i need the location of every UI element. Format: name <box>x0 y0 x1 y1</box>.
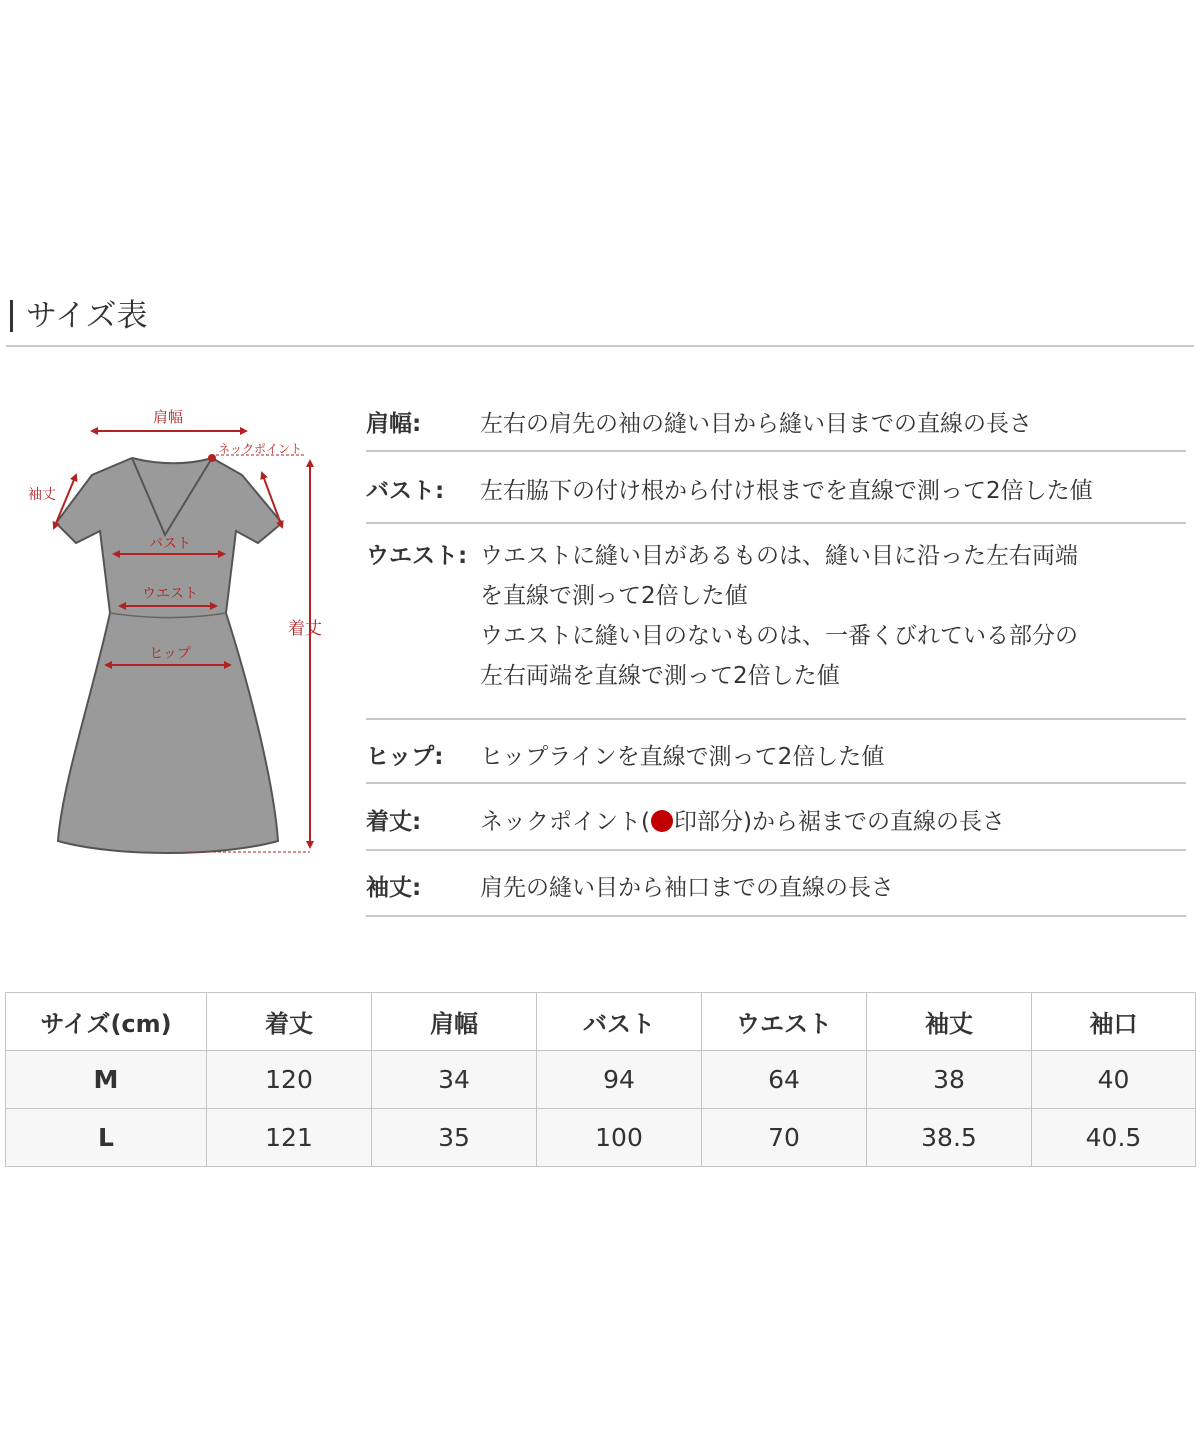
table-cell: 40 <box>1032 1051 1196 1109</box>
definition-text-after-dot: 印部分)から裾までの直線の長さ <box>673 809 1005 835</box>
header-bust: バスト <box>537 993 702 1051</box>
label-hip: ヒップ <box>149 646 191 662</box>
table-cell: L <box>6 1109 207 1167</box>
label-length: 着丈 <box>288 619 322 639</box>
definition-term: 着丈: <box>366 809 422 835</box>
definition-term: バスト: <box>366 478 445 504</box>
title-divider <box>6 345 1194 347</box>
definition-waist <box>366 524 1186 720</box>
definition-line: 左右の肩先の袖の縫い目から縫い目までの直線の長さ <box>480 411 1032 437</box>
definition-text <box>480 405 1186 438</box>
definition-hip <box>366 720 1186 784</box>
measurement-definitions <box>366 392 1186 917</box>
definition-text <box>480 536 1186 696</box>
label-shoulder: 肩幅 <box>152 408 184 426</box>
table-cell: 64 <box>702 1051 867 1109</box>
label-neck-point: ネックポイント <box>218 442 303 456</box>
definition-term: 袖丈: <box>366 875 422 901</box>
definition-shoulder <box>366 392 1186 452</box>
table-cell: 34 <box>372 1051 537 1109</box>
label-bust: バスト <box>149 536 191 552</box>
definition-line <box>480 803 1186 836</box>
definition-text <box>480 869 1186 902</box>
header-cuff: 袖口 <box>1032 993 1196 1051</box>
definition-term: ヒップ: <box>366 744 444 770</box>
neck-point-dot <box>208 454 216 462</box>
header-waist: ウエスト <box>702 993 867 1051</box>
definition-term: 肩幅: <box>366 411 422 437</box>
definition-term: ウエスト: <box>366 543 468 569</box>
header-shoulder: 肩幅 <box>372 993 537 1051</box>
header-size: サイズ(cm) <box>6 993 207 1051</box>
measurement-diagram <box>20 395 340 865</box>
definition-line: ウエストに縫い目があるものは、縫い目に沿った左右両端 <box>480 543 1078 569</box>
table-cell: 38.5 <box>867 1109 1032 1167</box>
table-cell: 121 <box>207 1109 372 1167</box>
definition-text <box>480 738 1186 771</box>
definition-line: 肩先の縫い目から袖口までの直線の長さ <box>480 875 894 901</box>
header-sleeve: 袖丈 <box>867 993 1032 1051</box>
label-sleeve: 袖丈 <box>28 487 56 503</box>
definition-bust <box>366 452 1186 524</box>
definition-text <box>480 803 1186 836</box>
table-cell: 70 <box>702 1109 867 1167</box>
table-cell: 38 <box>867 1051 1032 1109</box>
label-waist: ウエスト <box>142 586 198 602</box>
table-cell: 94 <box>537 1051 702 1109</box>
definition-line: を直線で測って2倍した値 <box>480 583 748 609</box>
title-accent-bar <box>10 300 13 332</box>
table-cell: 120 <box>207 1051 372 1109</box>
definition-sleeve <box>366 851 1186 917</box>
definition-text-before-dot: ネックポイント( <box>480 809 650 835</box>
table-row <box>6 1051 1196 1109</box>
size-table <box>5 992 1196 1167</box>
table-cell: M <box>6 1051 207 1109</box>
definition-text <box>480 472 1186 505</box>
table-row <box>6 1109 1196 1167</box>
header-length: 着丈 <box>207 993 372 1051</box>
definition-line: ウエストに縫い目のないものは、一番くびれている部分の <box>480 623 1078 649</box>
definition-length <box>366 784 1186 851</box>
table-cell: 40.5 <box>1032 1109 1196 1167</box>
definition-line: 左右脇下の付け根から付け根までを直線で測って2倍した値 <box>480 478 1093 504</box>
neck-point-marker-icon <box>651 810 673 832</box>
definition-line: 左右両端を直線で測って2倍した値 <box>480 663 840 689</box>
table-cell: 35 <box>372 1109 537 1167</box>
table-header-row <box>6 993 1196 1051</box>
table-cell: 100 <box>537 1109 702 1167</box>
definition-line: ヒップラインを直線で測って2倍した値 <box>480 744 885 770</box>
section-title: サイズ表 <box>26 298 148 334</box>
